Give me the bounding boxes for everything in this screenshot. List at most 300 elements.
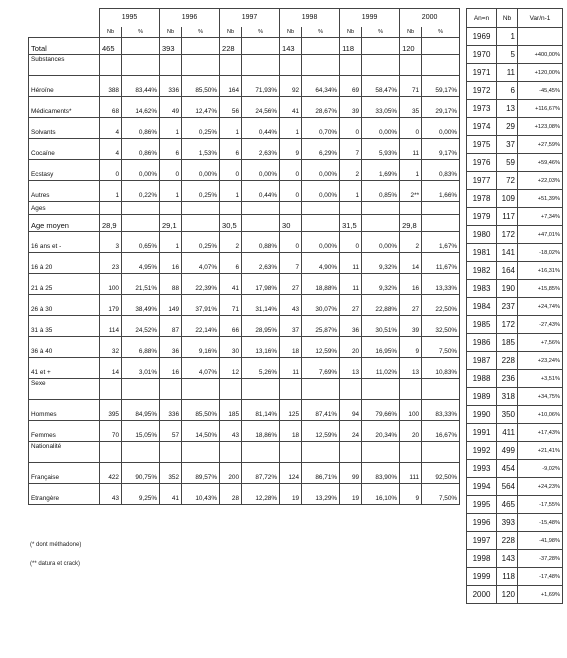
empty-cell: [122, 442, 160, 463]
count-cell: 1: [400, 160, 422, 181]
year-row: [467, 406, 563, 424]
empty-cell: [242, 55, 280, 76]
percent-cell: 0,83%: [422, 160, 460, 181]
count-cell: 172: [497, 226, 518, 244]
year-cell: 1981: [467, 244, 497, 262]
year-cell: 1979: [467, 208, 497, 226]
row-label: Age moyen: [29, 215, 100, 232]
percent-subheader: %: [122, 27, 160, 38]
side-column-header: Nb: [497, 9, 518, 28]
empty-cell: [302, 202, 340, 215]
count-cell: 2: [340, 160, 362, 181]
variation-cell: -27,43%: [518, 316, 563, 334]
count-cell: 28,9: [100, 215, 122, 232]
count-cell: 41: [220, 274, 242, 295]
count-cell: 0: [280, 232, 302, 253]
count-cell: 66: [220, 316, 242, 337]
count-cell: 18: [280, 421, 302, 442]
percent-cell: 81,14%: [242, 400, 280, 421]
year-cell: 1970: [467, 46, 497, 64]
percent-cell: 22,88%: [362, 295, 400, 316]
table-row: [29, 76, 460, 97]
percent-cell: [362, 215, 400, 232]
variation-cell: -15,48%: [518, 514, 563, 532]
empty-cell: [302, 442, 340, 463]
count-cell: 124: [280, 463, 302, 484]
year-row: [467, 118, 563, 136]
percent-cell: 3,01%: [122, 358, 160, 379]
variation-cell: +51,39%: [518, 190, 563, 208]
empty-cell: [302, 55, 340, 76]
count-cell: 36: [160, 337, 182, 358]
count-cell: 11: [497, 64, 518, 82]
percent-cell: [422, 215, 460, 232]
count-cell: 0: [280, 181, 302, 202]
empty-cell: [100, 55, 122, 76]
count-cell: 141: [497, 244, 518, 262]
year-row: [467, 370, 563, 388]
main-statistics-table: [28, 8, 460, 505]
percent-cell: 9,17%: [422, 139, 460, 160]
count-cell: 18: [280, 337, 302, 358]
count-cell: 7: [280, 253, 302, 274]
percent-cell: 0,22%: [122, 181, 160, 202]
table-row: [29, 316, 460, 337]
count-cell: 1: [160, 118, 182, 139]
row-label: Héroïne: [29, 76, 100, 97]
percent-cell: 12,47%: [182, 97, 220, 118]
count-cell: 164: [220, 76, 242, 97]
table-row: [29, 484, 460, 505]
percent-cell: 38,49%: [122, 295, 160, 316]
row-label: Femmes: [29, 421, 100, 442]
empty-cell: [340, 379, 362, 400]
year-cell: 1999: [467, 568, 497, 586]
percent-cell: 4,95%: [122, 253, 160, 274]
row-label: Ecstasy: [29, 160, 100, 181]
percent-cell: 87,41%: [302, 400, 340, 421]
percent-cell: 2,63%: [242, 139, 280, 160]
empty-cell: [422, 442, 460, 463]
year-cell: 1988: [467, 370, 497, 388]
year-cell: 1969: [467, 28, 497, 46]
percent-cell: 0,85%: [362, 181, 400, 202]
year-row: [467, 154, 563, 172]
row-label: Nationalité: [29, 442, 100, 463]
percent-cell: 9,32%: [362, 253, 400, 274]
count-cell: 120: [400, 38, 422, 55]
percent-cell: 0,25%: [182, 118, 220, 139]
count-cell: 88: [160, 274, 182, 295]
count-cell: 27: [280, 274, 302, 295]
year-cell: 1994: [467, 478, 497, 496]
year-cell: 1975: [467, 136, 497, 154]
count-cell: 388: [100, 76, 122, 97]
year-row: [467, 334, 563, 352]
row-label: Cocaïne: [29, 139, 100, 160]
count-cell: 143: [497, 550, 518, 568]
count-cell: 11: [280, 358, 302, 379]
nb-subheader: Nb: [340, 27, 362, 38]
percent-cell: 18,86%: [242, 421, 280, 442]
percent-cell: [242, 215, 280, 232]
count-cell: 1: [100, 181, 122, 202]
count-cell: 350: [497, 406, 518, 424]
percent-cell: 33,05%: [362, 97, 400, 118]
percent-cell: 30,07%: [302, 295, 340, 316]
percent-cell: [302, 38, 340, 55]
percent-cell: 0,70%: [302, 118, 340, 139]
count-cell: 7: [340, 139, 362, 160]
variation-cell: +7,56%: [518, 334, 563, 352]
percent-cell: 12,59%: [302, 337, 340, 358]
percent-cell: 11,67%: [422, 253, 460, 274]
count-cell: 499: [497, 442, 518, 460]
count-cell: 16: [160, 253, 182, 274]
percent-cell: 0,00%: [302, 160, 340, 181]
year-row: [467, 46, 563, 64]
count-cell: 3: [100, 232, 122, 253]
variation-cell: -45,45%: [518, 82, 563, 100]
count-cell: 29,1: [160, 215, 182, 232]
percent-cell: 86,71%: [302, 463, 340, 484]
subheader-row: [29, 27, 460, 38]
count-cell: 1: [220, 181, 242, 202]
corner-cell: [29, 27, 100, 38]
variation-cell: +7,34%: [518, 208, 563, 226]
count-cell: 2: [400, 232, 422, 253]
count-cell: 14: [100, 358, 122, 379]
count-cell: 35: [400, 97, 422, 118]
empty-cell: [422, 202, 460, 215]
count-cell: 2: [220, 232, 242, 253]
variation-cell: +10,06%: [518, 406, 563, 424]
empty-cell: [182, 202, 220, 215]
row-label: 16 ans et -: [29, 232, 100, 253]
percent-cell: 15,05%: [122, 421, 160, 442]
empty-cell: [182, 379, 220, 400]
row-label: 16 à 20: [29, 253, 100, 274]
count-cell: 200: [220, 463, 242, 484]
percent-cell: 0,00%: [122, 160, 160, 181]
count-cell: 564: [497, 478, 518, 496]
year-row: [467, 262, 563, 280]
count-cell: 6: [497, 82, 518, 100]
percent-subheader: %: [422, 27, 460, 38]
variation-cell: -9,02%: [518, 460, 563, 478]
year-header: 1995: [100, 9, 160, 28]
count-cell: 0: [340, 232, 362, 253]
percent-cell: 85,50%: [182, 400, 220, 421]
count-cell: 237: [497, 298, 518, 316]
year-row: [467, 82, 563, 100]
year-row: [467, 172, 563, 190]
percent-cell: 5,93%: [362, 139, 400, 160]
year-cell: 2000: [467, 586, 497, 604]
percent-cell: [122, 215, 160, 232]
count-cell: 29: [497, 118, 518, 136]
count-cell: 11: [340, 253, 362, 274]
percent-cell: 0,00%: [302, 181, 340, 202]
empty-cell: [400, 55, 422, 76]
nb-subheader: Nb: [160, 27, 182, 38]
row-label: Total: [29, 38, 100, 55]
yearly-totals-table: [466, 8, 563, 604]
count-cell: 422: [100, 463, 122, 484]
count-cell: 30: [220, 337, 242, 358]
percent-cell: [302, 215, 340, 232]
percent-cell: 0,65%: [122, 232, 160, 253]
percent-cell: 9,16%: [182, 337, 220, 358]
empty-cell: [100, 379, 122, 400]
nb-subheader: Nb: [220, 27, 242, 38]
year-cell: 1986: [467, 334, 497, 352]
row-label: Sexe: [29, 379, 100, 400]
row-label: Autres: [29, 181, 100, 202]
count-cell: 4: [100, 139, 122, 160]
empty-cell: [242, 202, 280, 215]
count-cell: 190: [497, 280, 518, 298]
percent-cell: 18,88%: [302, 274, 340, 295]
empty-cell: [400, 442, 422, 463]
percent-cell: 6,29%: [302, 139, 340, 160]
count-cell: 24: [340, 421, 362, 442]
year-header: 1996: [160, 9, 220, 28]
count-cell: 43: [220, 421, 242, 442]
count-cell: 118: [340, 38, 362, 55]
variation-cell: +59,46%: [518, 154, 563, 172]
variation-cell: -17,55%: [518, 496, 563, 514]
percent-cell: 89,57%: [182, 463, 220, 484]
percent-cell: 83,33%: [422, 400, 460, 421]
percent-cell: 7,69%: [302, 358, 340, 379]
percent-cell: 90,75%: [122, 463, 160, 484]
percent-cell: 1,69%: [362, 160, 400, 181]
count-cell: 94: [340, 400, 362, 421]
year-row: [467, 478, 563, 496]
percent-cell: 4,07%: [182, 358, 220, 379]
empty-cell: [100, 442, 122, 463]
year-header: 1997: [220, 9, 280, 28]
percent-cell: [182, 38, 220, 55]
count-cell: 393: [497, 514, 518, 532]
variation-cell: +16,31%: [518, 262, 563, 280]
percent-cell: 0,25%: [182, 181, 220, 202]
count-cell: 395: [100, 400, 122, 421]
empty-cell: [160, 379, 182, 400]
percent-cell: 14,50%: [182, 421, 220, 442]
count-cell: 71: [400, 76, 422, 97]
empty-cell: [182, 442, 220, 463]
year-cell: 1992: [467, 442, 497, 460]
percent-cell: 12,59%: [302, 421, 340, 442]
count-cell: 9: [400, 337, 422, 358]
year-cell: 1987: [467, 352, 497, 370]
year-row: [467, 298, 563, 316]
count-cell: 28: [220, 484, 242, 505]
year-cell: 1998: [467, 550, 497, 568]
year-cell: 1991: [467, 424, 497, 442]
count-cell: 100: [400, 400, 422, 421]
percent-cell: 92,50%: [422, 463, 460, 484]
count-cell: 43: [100, 484, 122, 505]
count-cell: 16: [160, 358, 182, 379]
percent-subheader: %: [182, 27, 220, 38]
table-row: [29, 421, 460, 442]
percent-cell: 22,50%: [422, 295, 460, 316]
empty-cell: [422, 379, 460, 400]
percent-cell: 85,50%: [182, 76, 220, 97]
percent-cell: 22,39%: [182, 274, 220, 295]
variation-cell: +116,67%: [518, 100, 563, 118]
row-label: Médicaments*: [29, 97, 100, 118]
side-column-header: Var/n-1: [518, 9, 563, 28]
count-cell: 71: [220, 295, 242, 316]
count-cell: 4: [100, 118, 122, 139]
percent-cell: 5,26%: [242, 358, 280, 379]
table-row: [29, 160, 460, 181]
year-row: [467, 226, 563, 244]
count-cell: 20: [340, 337, 362, 358]
count-cell: 228: [497, 532, 518, 550]
percent-cell: 1,67%: [422, 232, 460, 253]
percent-cell: 14,62%: [122, 97, 160, 118]
year-row: [467, 208, 563, 226]
percent-subheader: %: [362, 27, 400, 38]
year-cell: 1982: [467, 262, 497, 280]
count-cell: 37: [497, 136, 518, 154]
footnote-methadone: (* dont méthadone): [30, 542, 82, 548]
table-row: [29, 232, 460, 253]
year-row: [467, 280, 563, 298]
variation-cell: +15,85%: [518, 280, 563, 298]
nb-subheader: Nb: [280, 27, 302, 38]
year-row: [467, 460, 563, 478]
percent-cell: 28,95%: [242, 316, 280, 337]
variation-cell: +17,43%: [518, 424, 563, 442]
empty-cell: [422, 55, 460, 76]
year-cell: 1978: [467, 190, 497, 208]
count-cell: 69: [340, 76, 362, 97]
percent-cell: 64,34%: [302, 76, 340, 97]
count-cell: 1: [340, 181, 362, 202]
row-label: Substances: [29, 55, 100, 76]
percent-cell: 1,53%: [182, 139, 220, 160]
count-cell: 125: [280, 400, 302, 421]
count-cell: 72: [497, 172, 518, 190]
percent-cell: [362, 38, 400, 55]
row-label: Etrangère: [29, 484, 100, 505]
empty-cell: [362, 55, 400, 76]
variation-cell: +3,51%: [518, 370, 563, 388]
count-cell: 32: [100, 337, 122, 358]
count-cell: 0: [100, 160, 122, 181]
count-cell: 0: [340, 118, 362, 139]
count-cell: 1: [497, 28, 518, 46]
count-cell: 465: [100, 38, 122, 55]
variation-cell: +123,08%: [518, 118, 563, 136]
count-cell: 2**: [400, 181, 422, 202]
percent-cell: [182, 215, 220, 232]
empty-cell: [340, 55, 362, 76]
count-cell: 30: [280, 215, 302, 232]
year-row: [467, 424, 563, 442]
percent-cell: [422, 38, 460, 55]
count-cell: 56: [220, 97, 242, 118]
percent-cell: 32,50%: [422, 316, 460, 337]
variation-cell: -17,48%: [518, 568, 563, 586]
percent-cell: 28,67%: [302, 97, 340, 118]
table-row: [29, 274, 460, 295]
percent-cell: 71,93%: [242, 76, 280, 97]
count-cell: 0: [160, 160, 182, 181]
year-cell: 1977: [467, 172, 497, 190]
nb-subheader: Nb: [400, 27, 422, 38]
count-cell: 11: [340, 274, 362, 295]
percent-cell: 20,34%: [362, 421, 400, 442]
count-cell: 109: [497, 190, 518, 208]
percent-cell: 59,17%: [422, 76, 460, 97]
percent-cell: 0,88%: [242, 232, 280, 253]
empty-cell: [280, 379, 302, 400]
year-cell: 1997: [467, 532, 497, 550]
year-cell: 1989: [467, 388, 497, 406]
percent-cell: 2,63%: [242, 253, 280, 274]
percent-cell: 87,72%: [242, 463, 280, 484]
count-cell: 39: [340, 97, 362, 118]
percent-cell: 7,50%: [422, 484, 460, 505]
count-cell: 336: [160, 400, 182, 421]
count-cell: 6: [220, 253, 242, 274]
percent-cell: 31,14%: [242, 295, 280, 316]
percent-cell: 4,07%: [182, 253, 220, 274]
count-cell: 120: [497, 586, 518, 604]
year-cell: 1993: [467, 460, 497, 478]
section-row: [29, 379, 460, 400]
percent-cell: 83,90%: [362, 463, 400, 484]
empty-cell: [340, 442, 362, 463]
percent-subheader: %: [242, 27, 280, 38]
empty-cell: [362, 442, 400, 463]
count-cell: 1: [220, 118, 242, 139]
count-cell: 39: [400, 316, 422, 337]
year-row: [467, 514, 563, 532]
percent-cell: 83,44%: [122, 76, 160, 97]
year-cell: 1985: [467, 316, 497, 334]
percent-cell: 9,25%: [122, 484, 160, 505]
count-cell: 14: [400, 253, 422, 274]
variation-cell: +23,24%: [518, 352, 563, 370]
percent-cell: [122, 38, 160, 55]
count-cell: 59: [497, 154, 518, 172]
count-cell: 41: [280, 97, 302, 118]
year-cell: 1983: [467, 280, 497, 298]
total-row: [29, 38, 460, 55]
year-row: [467, 190, 563, 208]
variation-cell: -18,02%: [518, 244, 563, 262]
percent-cell: 0,00%: [362, 118, 400, 139]
count-cell: 37: [280, 316, 302, 337]
count-cell: 6: [220, 139, 242, 160]
section-row: [29, 442, 460, 463]
year-row: [467, 100, 563, 118]
percent-cell: 13,29%: [302, 484, 340, 505]
percent-cell: [242, 38, 280, 55]
year-header: 2000: [400, 9, 460, 28]
year-row: [467, 352, 563, 370]
variation-cell: +400,00%: [518, 46, 563, 64]
year-row: [467, 388, 563, 406]
